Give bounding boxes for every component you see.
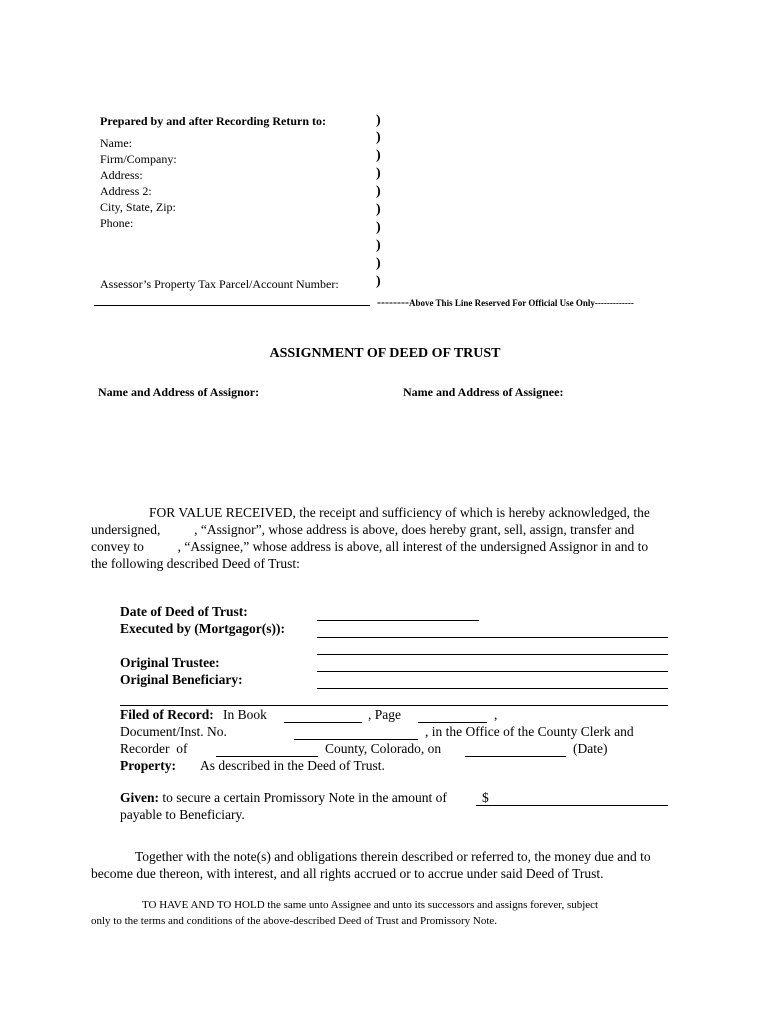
given-text: to secure a certain Promissory Note in the amount of (162, 790, 447, 805)
paren-mark: ) (376, 130, 381, 145)
county-colorado-text: County, Colorado, on (325, 741, 442, 756)
paren-mark: ) (376, 220, 381, 235)
property-label: Property: (120, 758, 176, 773)
consideration-line: the following described Deed of Trust: (91, 556, 300, 571)
dollar-sign: $ (482, 790, 489, 805)
paren-mark: ) (376, 256, 381, 271)
habendum-line: TO HAVE AND TO HOLD the same unto Assignee and unto its successors and assigns forever, subject (142, 899, 599, 911)
paren-mark: ) (376, 238, 381, 253)
habendum-paragraph (91, 897, 598, 929)
paren-mark: ) (376, 274, 381, 289)
paren-mark: ) (376, 148, 381, 163)
page-text: , Page (368, 707, 401, 722)
executed-by-blank-2[interactable] (317, 654, 668, 655)
paren-mark: ) (376, 202, 381, 217)
paren-mark: ) (376, 166, 381, 181)
city-state-zip-field-label: City, State, Zip: (100, 200, 176, 214)
reserved-text: Above This Line Reserved For Official Use Only------------- (408, 298, 634, 308)
habendum-line: only to the terms and conditions of the above-described Deed of Trust and Promissory Note. (91, 915, 498, 927)
original-beneficiary-label: Original Beneficiary: (120, 672, 243, 687)
consideration-line: convey to , “Assignee,” whose address is above, all interest of the undersigned Assignor in and to (91, 539, 649, 554)
assessor-underline (94, 305, 370, 306)
consideration-line: undersigned, , “Assignor”, whose address is above, does hereby grant, sell, assign, transfer and (91, 522, 635, 537)
property-value: As described in the Deed of Trust. (200, 758, 385, 773)
firm-field-label: Firm/Company: (100, 152, 177, 166)
date-text: (Date) (573, 741, 608, 756)
county-clerk-text: , in the Office of the County Clerk and (425, 724, 634, 739)
assessor-label: Assessor’s Property Tax Parcel/Account Number: (100, 277, 339, 291)
date-of-deed-blank[interactable] (317, 620, 479, 621)
book-blank[interactable] (284, 722, 362, 723)
paren-mark: ) (376, 184, 381, 199)
recorder-label: Recorder of (120, 741, 188, 756)
consideration-paragraph (91, 504, 650, 572)
in-book-text: In Book (223, 707, 267, 722)
amount-blank[interactable] (476, 805, 668, 806)
together-line: become due thereon, with interest, and all rights accrued or to accrue under said Deed of Trust. (91, 866, 604, 881)
together-paragraph (91, 848, 651, 882)
executed-by-label: Executed by (Mortgagor(s)): (120, 621, 285, 636)
assignee-heading: Name and Address of Assignee: (403, 385, 564, 399)
phone-field-label: Phone: (100, 216, 134, 230)
page-blank[interactable] (418, 722, 487, 723)
together-line: Together with the note(s) and obligations therein described or referred to, the money due and to (135, 849, 651, 864)
reserved-dashes: -------- (377, 295, 409, 309)
consideration-line: FOR VALUE RECEIVED, the receipt and sufficiency of which is hereby acknowledged, the (149, 505, 650, 520)
prepared-by-heading: Prepared by and after Recording Return to: (100, 114, 326, 128)
doc-no-blank[interactable] (294, 739, 418, 740)
address2-field-label: Address 2: (100, 184, 152, 198)
original-trustee-label: Original Trustee: (120, 655, 220, 670)
doc-no-label: Document/Inst. No. (120, 724, 227, 739)
name-field-label: Name: (100, 136, 132, 150)
paren-mark: ) (376, 113, 381, 128)
address-field-label: Address: (100, 168, 143, 182)
assignor-heading: Name and Address of Assignor: (98, 385, 260, 399)
given-line (120, 790, 447, 806)
comma-text: , (494, 707, 498, 722)
payable-text: payable to Beneficiary. (120, 807, 245, 822)
section-divider (120, 705, 668, 706)
executed-by-blank[interactable] (317, 637, 668, 638)
county-blank[interactable] (216, 756, 318, 757)
given-label: Given: (120, 790, 159, 805)
recording-date-blank[interactable] (465, 756, 566, 757)
date-of-deed-label: Date of Deed of Trust: (120, 604, 248, 619)
document-title: ASSIGNMENT OF DEED OF TRUST (269, 346, 501, 361)
original-beneficiary-blank[interactable] (317, 688, 668, 689)
filed-of-record-label: Filed of Record: (120, 707, 214, 722)
reserved-line-note (377, 293, 634, 311)
original-trustee-blank[interactable] (317, 671, 668, 672)
